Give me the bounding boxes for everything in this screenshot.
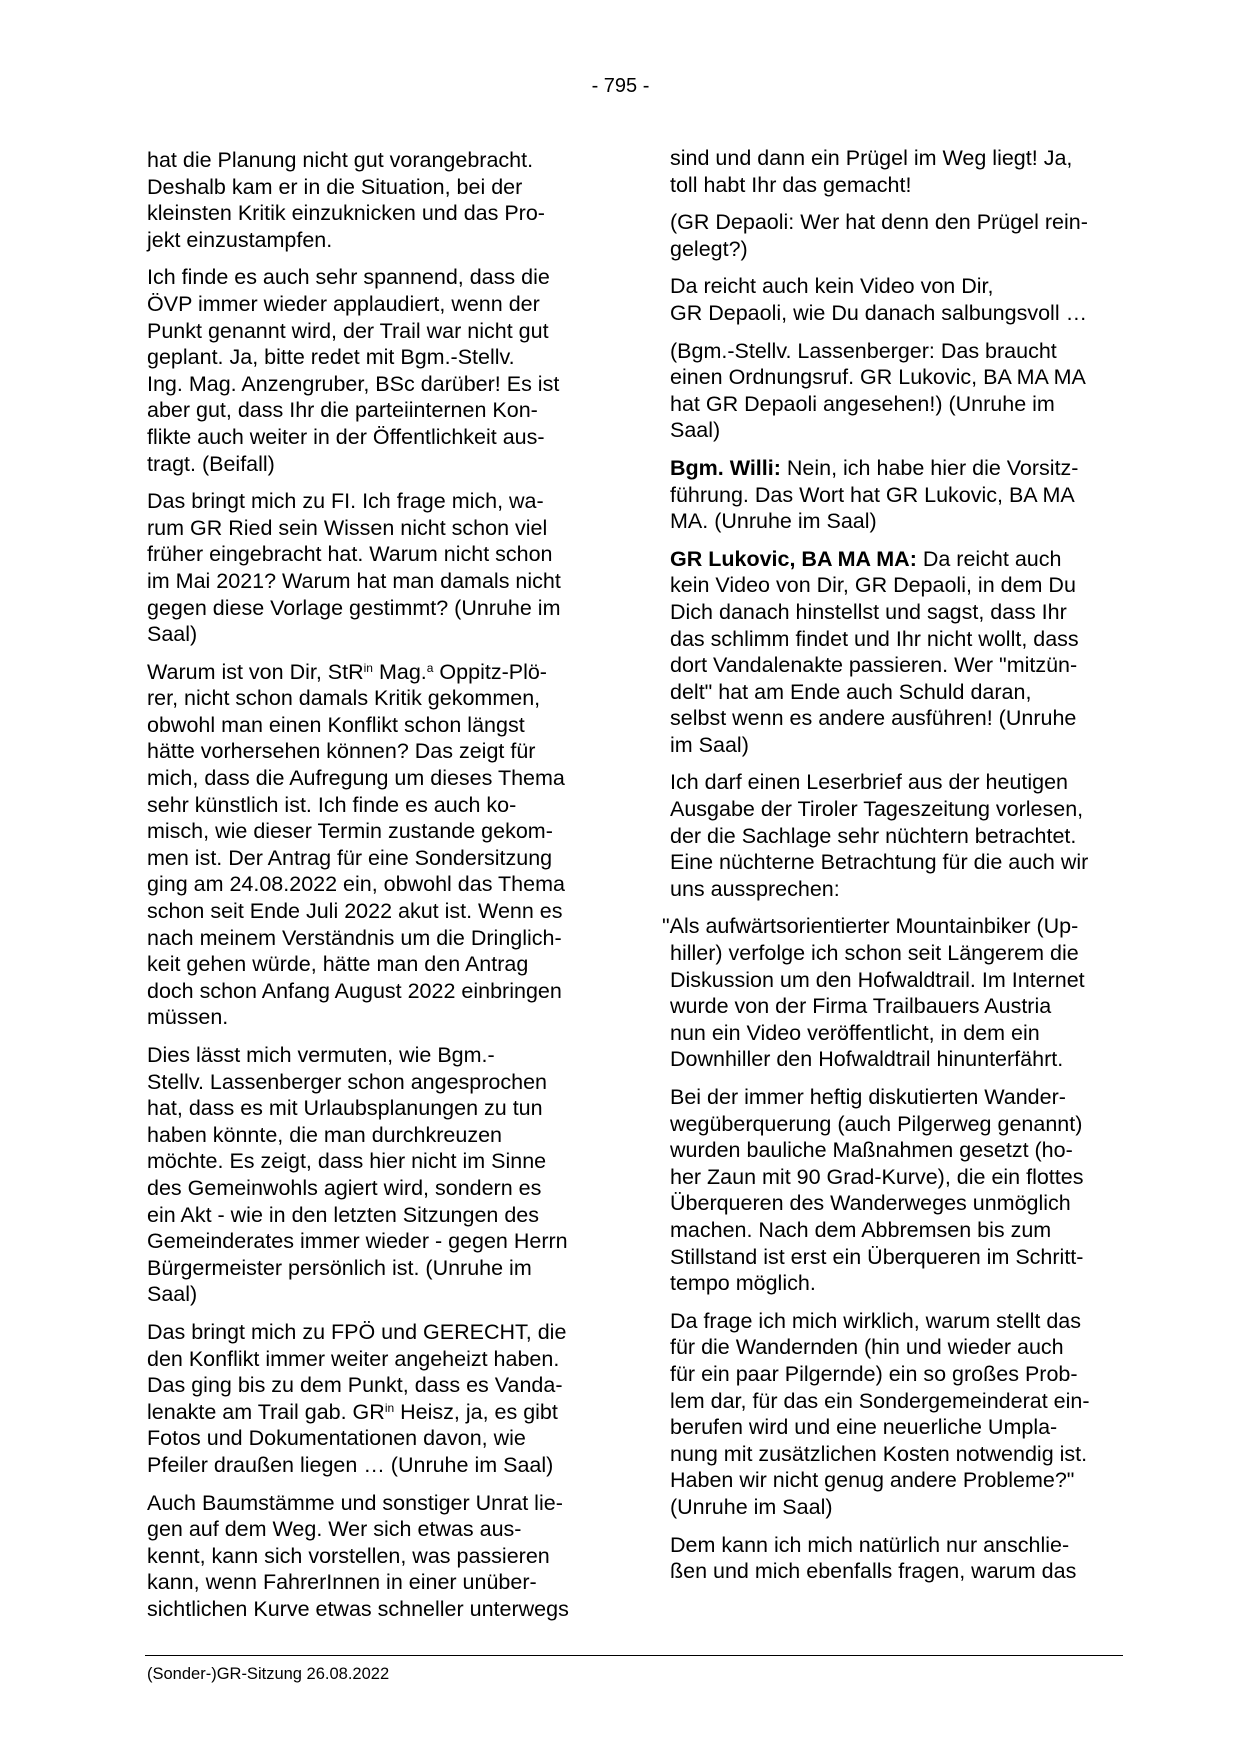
- interjection: (GR Depaoli: Wer hat denn den Prügel rein- gelegt?): [670, 210, 1088, 261]
- paragraph: Ich finde es auch sehr spannend, dass die ÖVP immer wieder applaudiert, wenn der Punkt genannt wird, der Trail war nicht gut geplant. Ja, bitte redet mit Bgm.-Stellv. Ing. Mag. Anzengruber, BSc darüber! Es ist aber gut, dass Ihr die parteiinternen Kon- flikte auch weiter in der Öffentlichkeit aus- tragt. (Beifall): [147, 265, 560, 476]
- paragraph: hat die Planung nicht gut vorangebracht. Deshalb kam er in die Situation, bei der kleinsten Kritik einzuknicken und das Pro- jekt einzustampfen.: [147, 148, 545, 252]
- paragraph: Auch Baumstämme und sonstiger Unrat lie- gen auf dem Weg. Wer sich etwas aus- kennt, kann sich vorstellen, was passieren kann, wenn FahrerInnen in einer unüber- sichtlichen Kurve etwas schneller unterwegs: [147, 1490, 569, 1621]
- page-number: - 795 -: [591, 75, 650, 97]
- right-column: [662, 145, 1132, 1596]
- footer-text: (Sonder-)GR-Sitzung 26.08.2022: [147, 1665, 390, 1683]
- footer-divider: [145, 1655, 1123, 1656]
- paragraph: Dies lässt mich vermuten, wie Bgm.- Stellv. Lassenberger schon angesprochen hat, dass es mit Urlaubsplanungen zu tun haben könnte, die man durchkreuzen möchte. Es zeigt, dass hier nicht im Sinne des Gemeinwohls agiert wird, sondern es ein Akt - wie in den letzten Sitzungen des Gemeinderates immer wieder - gegen Herrn Bürgermeister persönlich ist. (Unruhe im Saal): [147, 1043, 568, 1307]
- paragraph: Dem kann ich mich natürlich nur anschlie- ßen und mich ebenfalls fragen, warum das: [670, 1532, 1077, 1584]
- paragraph: sind und dann ein Prügel im Weg liegt! Ja, toll habt Ihr das gemacht!: [670, 146, 1073, 197]
- speaker-name: GR Lukovic, BA MA MA:: [670, 546, 917, 571]
- quote-paragraph: Bei der immer heftig diskutierten Wander- wegüberquerung (auch Pilgerweg genannt) wurden bauliche Maßnahmen gesetzt (ho- her Zaun mit 90 Grad-Kurve), die ein flottes Überqueren des Wanderweges unmöglich machen. Nach dem Abbremsen bis zum Stillstand ist erst ein Überqueren im Schritt- tempo möglich.: [670, 1085, 1084, 1296]
- speaker-name: Bgm. Willi:: [670, 455, 781, 480]
- quote-paragraph: "Als aufwärtsorientierter Mountainbiker (Up- hiller) verfolge ich schon seit Längerem die Diskussion um den Hofwaldtrail. Im Internet wurde von der Firma Trailbauers Austria nun ein Video veröffentlicht, in dem ein Downhiller den Hofwaldtrail hinunterfährt.: [662, 914, 1085, 1072]
- paragraph: Das bringt mich zu FPÖ und GERECHT, die den Konflikt immer weiter angeheizt haben. Das ging bis zu dem Punkt, dass es Vanda- lenakte am Trail gab. $GR^{in}$ Heisz, ja, es gibt Fotos und Dokumentationen davon, wie Pfeiler draußen liegen … (Unruhe im Saal): [147, 1319, 567, 1477]
- paragraph: Das bringt mich zu FI. Ich frage mich, wa- rum GR Ried sein Wissen nicht schon viel früher eingebracht hat. Warum nicht schon im Mai 2021? Warum hat man damals nicht gegen diese Vorlage gestimmt? (Unruhe im Saal): [147, 489, 561, 647]
- left-column: [147, 147, 607, 1633]
- paragraph: Ich darf einen Leserbrief aus der heutigen Ausgabe der Tiroler Tageszeitung vorlesen, der die Sachlage sehr nüchtern betrachtet. Eine nüchterne Betrachtung für die auch wir uns aussprechen:: [670, 770, 1089, 901]
- speaker-paragraph: Bgm. Willi: Nein, ich habe hier die Vorsitz- führung. Das Wort hat GR Lukovic, BA MA MA. (Unruhe im Saal): [670, 455, 1079, 534]
- paragraph: Warum ist von Dir, StR$^{in}$ Mag.$^a$ Oppitz-Plö- rer, nicht schon damals Kritik gekommen, obwohl man einen Konflikt schon längst hätte vorhersehen können? Das zeigt für mich, dass die Aufregung um dieses Thema sehr künstlich ist. Ich finde es auch ko- misch, wie dieser Termin zustande gekom- men ist. Der Antrag für eine Sondersitzung ging am 24.08.2022 ein, obwohl das Thema schon seit Ende Juli 2022 akut ist. Wenn es nach meinem Verständnis um die Dringlich- keit gehen würde, hätte man den Antrag doch schon Anfang August 2022 einbringen müssen.: [147, 659, 565, 1030]
- quote-paragraph: Da frage ich mich wirklich, warum stellt das für die Wandernden (hin und wieder auch für ein paar Pilgernde) ein so großes Prob- lem dar, für das ein Sondergemeinderat ein- berufen wird und eine neuerliche Umpla- nung mit zusätzlichen Kosten notwendig ist. Haben wir nicht genug andere Probleme?" (Unruhe im Saal): [670, 1308, 1090, 1519]
- speaker-paragraph: GR Lukovic, BA MA MA: Da reicht auch kein Video von Dir, GR Depaoli, in dem Du Dich danach hinstellst und sagst, dass Ihr das schlimm findet und Ihr nicht wollt, dass dort Vandalenakte passieren. Wer "mitzün- delt" hat am Ende auch Schuld daran, selbst wenn es andere ausführen! (Unruhe im Saal): [670, 546, 1079, 757]
- paragraph: Da reicht auch kein Video von Dir, GR Depaoli, wie Du danach salbungsvoll …: [670, 274, 1088, 325]
- interjection: (Bgm.-Stellv. Lassenberger: Das braucht einen Ordnungsruf. GR Lukovic, BA MA MA hat GR Depaoli angesehen!) (Unruhe im Saal): [670, 338, 1086, 443]
